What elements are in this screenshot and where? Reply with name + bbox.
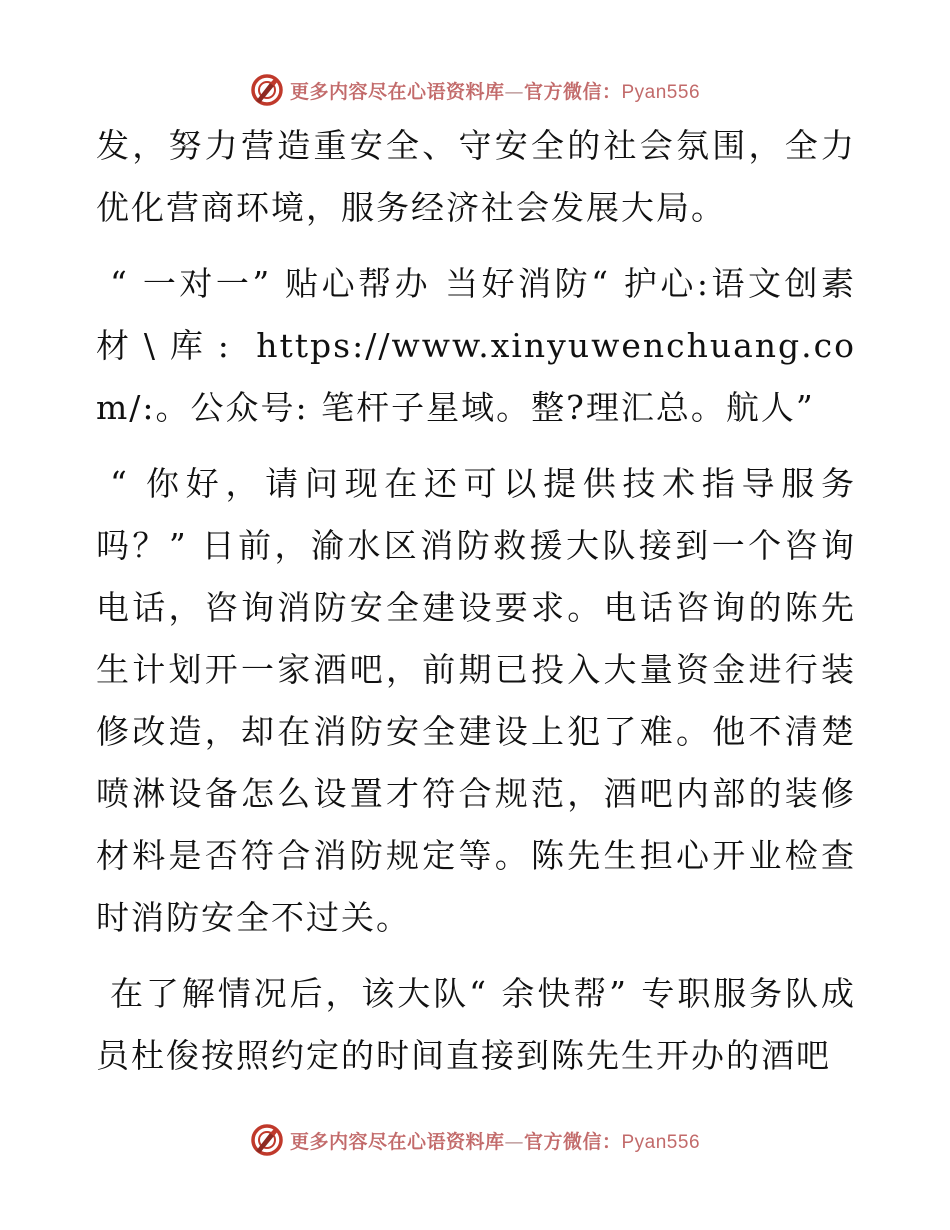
paragraph-1: 发，努力营造重安全、守安全的社会氛围，全力优化营商环境，服务经济社会发展大局。	[96, 126, 856, 227]
footer-watermark-banner	[0, 1120, 950, 1160]
paragraph-3: “ 你好，请问现在还可以提供技术指导服务吗？” 日前，渝水区消防救援大队接到一个咨询电话，咨询消防安全建设要求。电话咨询的陈先生计划开一家酒吧，前期已投入大量资金进行装修改造，却在消防安全建设上犯了难。他不清楚喷淋设备怎么设置才符合规范，酒吧内部的装修材料是否符合消防规定等。陈先生担心开业检查时消防安全不过关。	[96, 464, 856, 937]
footer-wechat-label: 官方微信：	[523, 1130, 622, 1153]
pen-logo-icon	[250, 1123, 284, 1157]
document-body	[96, 115, 856, 1101]
header-wechat-label: 官方微信：	[523, 80, 622, 103]
header-watermark-banner	[0, 70, 950, 110]
header-brand-text: 更多内容尽在心语资料库	[289, 80, 505, 103]
footer-wechat-id: Pyan556	[621, 1131, 701, 1153]
paragraph-2: “ 一对一” 贴心帮办 当好消防“ 护心:语文创素材\库: https://www.xinyuwenchuang.com/:。公众号: 笔杆子星域。整?理汇总。航人”	[96, 264, 856, 427]
header-separator: —	[504, 80, 524, 103]
footer-brand-text: 更多内容尽在心语资料库	[289, 1130, 505, 1153]
footer-separator: —	[504, 1130, 524, 1153]
pen-logo-icon	[250, 73, 284, 107]
paragraph-4: 在了解情况后，该大队“ 余快帮” 专职服务队成员杜俊按照约定的时间直接到陈先生开办的酒吧	[96, 974, 856, 1075]
footer-banner-text	[290, 1127, 700, 1154]
header-wechat-id: Pyan556	[621, 81, 701, 103]
header-banner-text	[290, 77, 700, 104]
